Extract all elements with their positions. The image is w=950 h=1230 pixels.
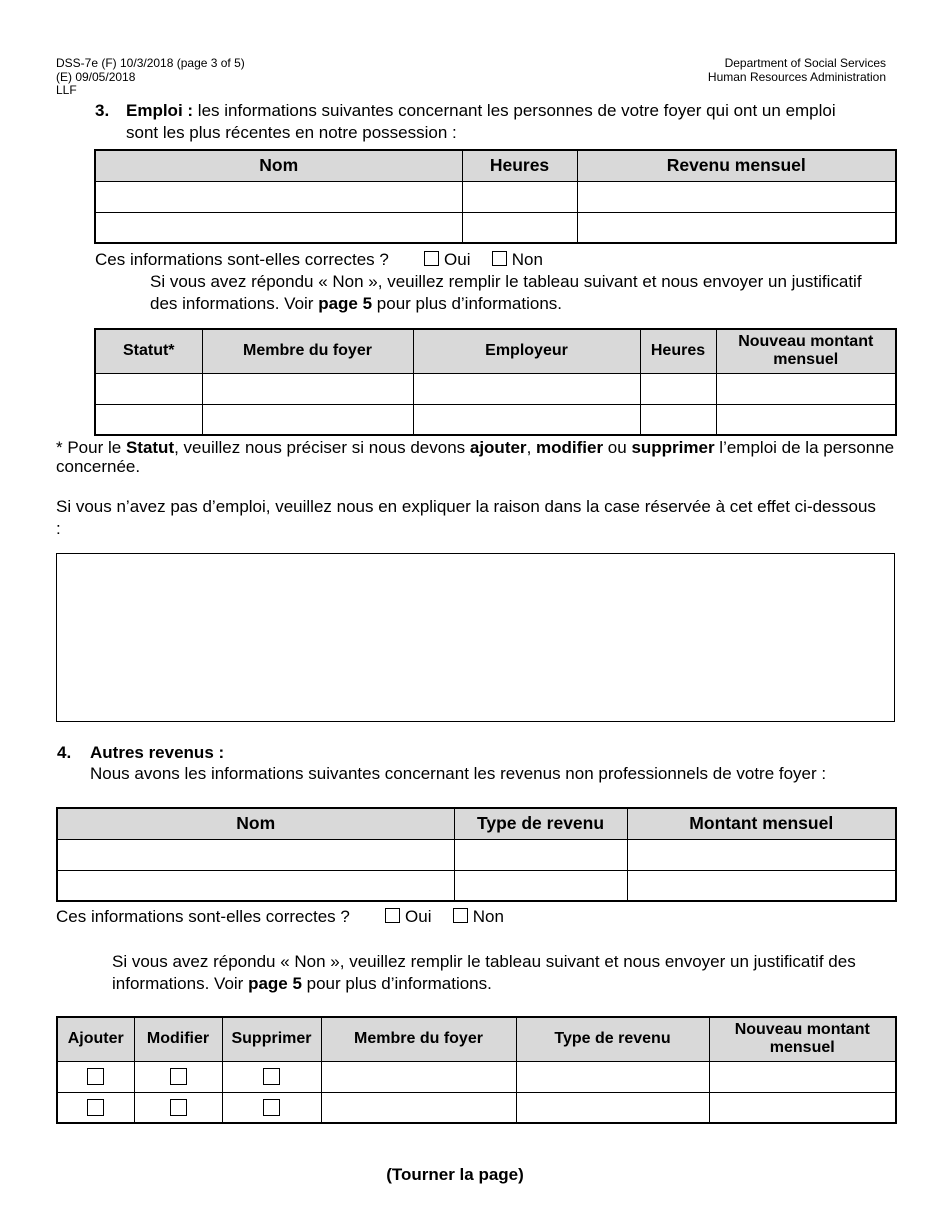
cell[interactable] [95,404,202,435]
cell [222,1061,321,1092]
note-supprimer: supprimer [631,438,715,457]
instr-text-end: pour plus d’informations. [301,973,492,993]
agency-line2: Human Resources Administration [707,69,886,84]
non-checkbox[interactable] [453,908,468,923]
income-correct-question [56,906,504,928]
cell [454,870,627,901]
modifier-checkbox[interactable] [170,1099,187,1116]
ajouter-checkbox[interactable] [87,1099,104,1116]
section3-number: 3. [95,101,110,120]
no-job-explanation-box[interactable] [56,553,895,722]
ajouter-checkbox[interactable] [87,1068,104,1085]
section4-number: 4. [57,743,72,762]
table-row [57,839,896,870]
oui-checkbox[interactable] [385,908,400,923]
col-employeur: Employeur [413,329,640,373]
col-modifier: Modifier [134,1017,222,1061]
note-modifier: modifier [536,438,604,457]
cell[interactable] [202,404,413,435]
col-revenu-mensuel: Revenu mensuel [577,150,896,181]
table-row [95,181,896,212]
form-id-line1: DSS-7e (F) 10/3/2018 (page 3 of 5) [56,56,245,70]
col-nouveau-montant: Nouveau montant mensuel [716,329,896,373]
cell[interactable] [413,404,640,435]
employment-instructions [150,271,870,314]
employment-table [94,149,897,244]
section3-intro [126,100,866,143]
col-type-revenu: Type de revenu [516,1017,709,1061]
instr-text: Si vous avez répondu « Non », veuillez remplir le tableau suivant et nous envoyer un justificatif des informations. Voir [150,272,862,313]
cell [462,212,577,243]
income-change-table [56,1016,897,1124]
cell [134,1092,222,1123]
note-text: , veuillez nous préciser si nous devons [174,438,470,457]
cell [577,212,896,243]
income-instructions [112,951,897,994]
question-text: Ces informations sont-elles correctes ? [95,250,389,269]
modifier-checkbox[interactable] [170,1068,187,1085]
cell [57,1061,134,1092]
cell[interactable] [716,404,896,435]
oui-label: Oui [444,250,471,269]
col-nom: Nom [95,150,462,181]
note-text: * Pour le [56,438,126,457]
col-supprimer: Supprimer [222,1017,321,1061]
supprimer-checkbox[interactable] [263,1099,280,1116]
non-checkbox[interactable] [492,251,507,266]
agency-name [708,57,886,84]
cell [627,839,896,870]
col-nouveau-montant: Nouveau montant mensuel [709,1017,896,1061]
cell [627,870,896,901]
no-job-prompt: Si vous n’avez pas d’emploi, veuillez nous en expliquer la raison dans la case réservée à cet effet ci-dessous : [56,497,876,538]
col-membre: Membre du foyer [202,329,413,373]
turn-page-note: (Tourner la page) [386,1165,524,1184]
cell [57,870,454,901]
col-heures: Heures [640,329,716,373]
oui-label: Oui [405,907,432,926]
col-statut: Statut* [95,329,202,373]
note-ajouter: ajouter [469,438,527,457]
cell [134,1061,222,1092]
other-income-table [56,807,897,902]
col-nom: Nom [57,808,454,839]
table-row [95,212,896,243]
cell[interactable] [716,373,896,404]
section3-intro-text: les informations suivantes concernant les personnes de votre foyer qui ont un emploi sont les plus récentes en notre possession : [126,101,836,142]
form-id [56,57,245,98]
col-ajouter: Ajouter [57,1017,134,1061]
cell[interactable] [640,373,716,404]
note-statut: Statut [125,438,175,457]
cell[interactable] [709,1092,896,1123]
cell[interactable] [321,1061,516,1092]
note-text: , [526,438,537,457]
instr-text-end: pour plus d’informations. [372,293,562,313]
note-text: l’emploi de la personne concernée. [56,438,895,476]
form-id-line3: LLF [56,83,77,97]
table-row [95,373,896,404]
supprimer-checkbox[interactable] [263,1068,280,1085]
page-ref: page 5 [248,973,302,993]
table-row [57,1092,896,1123]
cell [57,839,454,870]
cell [222,1092,321,1123]
employment-change-table [94,328,897,436]
oui-checkbox[interactable] [424,251,439,266]
cell [454,839,627,870]
employment-correct-question [95,249,543,271]
cell [577,181,896,212]
cell[interactable] [516,1092,709,1123]
col-membre: Membre du foyer [321,1017,516,1061]
cell[interactable] [95,373,202,404]
table-row [57,1061,896,1092]
note-text: ou [603,438,632,457]
cell[interactable] [709,1061,896,1092]
non-label: Non [511,250,543,269]
table-row [95,404,896,435]
table-row [57,870,896,901]
section4-title: Autres revenus : [90,743,225,762]
cell [95,212,462,243]
cell[interactable] [202,373,413,404]
page-ref: page 5 [318,293,373,313]
cell[interactable] [516,1061,709,1092]
instr-text: Si vous avez répondu « Non », veuillez remplir le tableau suivant et nous envoyer un justificatif des informations. Voir [112,952,856,993]
form-id-line2: (E) 09/05/2018 [56,69,136,84]
agency-line1: Department of Social Services [724,56,886,70]
question-text: Ces informations sont-elles correctes ? [56,907,350,926]
cell [57,1092,134,1123]
cell[interactable] [413,373,640,404]
section3-title: Emploi : [126,101,194,120]
cell[interactable] [321,1092,516,1123]
cell [95,181,462,212]
non-label: Non [472,907,504,926]
statut-note [56,438,901,476]
col-montant-mensuel: Montant mensuel [627,808,896,839]
cell [462,181,577,212]
cell[interactable] [640,404,716,435]
col-type-revenu: Type de revenu [454,808,627,839]
section4-intro: Nous avons les informations suivantes concernant les revenus non professionnels de votre foyer : [90,764,827,783]
col-heures: Heures [462,150,577,181]
